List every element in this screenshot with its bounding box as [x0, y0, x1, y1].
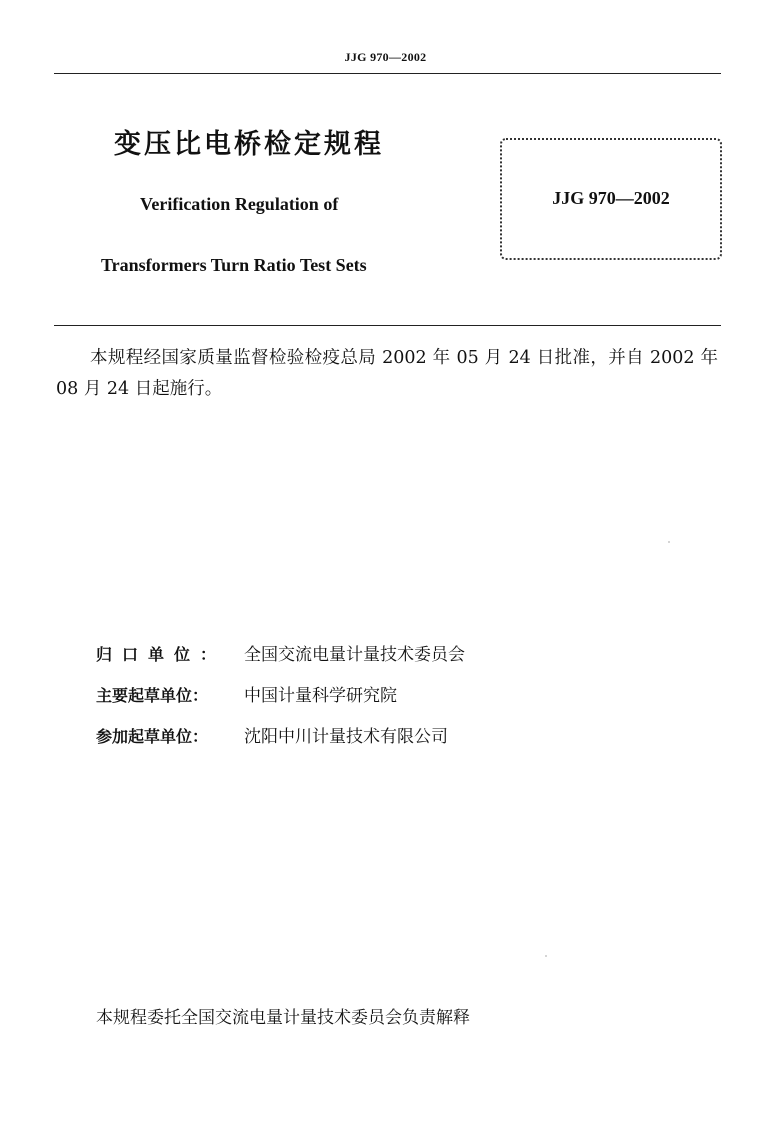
title-divider-rule [54, 325, 721, 326]
main-drafting-unit-value: 中国计量科学研究院 [244, 686, 397, 706]
interpretation-note: 本规程委托全国交流电量计量技术委员会负责解释 [96, 1008, 470, 1028]
scan-speck [668, 541, 670, 543]
title-english-line-2: Transformers Turn Ratio Test Sets [101, 255, 367, 275]
scan-speck [545, 955, 547, 957]
main-drafting-unit-label: 主要起草单位： [96, 686, 209, 705]
participating-unit-row [96, 722, 448, 747]
participating-unit-value: 沈阳中川计量技术有限公司 [244, 727, 448, 747]
title-chinese: 变压比电桥检定规程 [114, 129, 384, 160]
header-rule [54, 73, 721, 74]
standard-code-text: JJG 970—2002 [552, 188, 670, 208]
main-drafting-unit-row [96, 681, 397, 706]
responsible-unit-row [96, 640, 465, 665]
responsible-unit-value: 全国交流电量计量技术委员会 [244, 645, 465, 665]
header-standard-code: JJG 970—2002 [344, 50, 427, 64]
responsible-unit-label: 归口单位： [96, 645, 227, 664]
title-english-line-1: Verification Regulation of [140, 194, 339, 214]
approval-statement: 本规程经国家质量监督检验检疫总局 2002 年 05 月 24 日批准，并自 2002 年 08 月 24 日起施行。 [56, 348, 718, 399]
participating-unit-label: 参加起草单位： [96, 727, 209, 746]
